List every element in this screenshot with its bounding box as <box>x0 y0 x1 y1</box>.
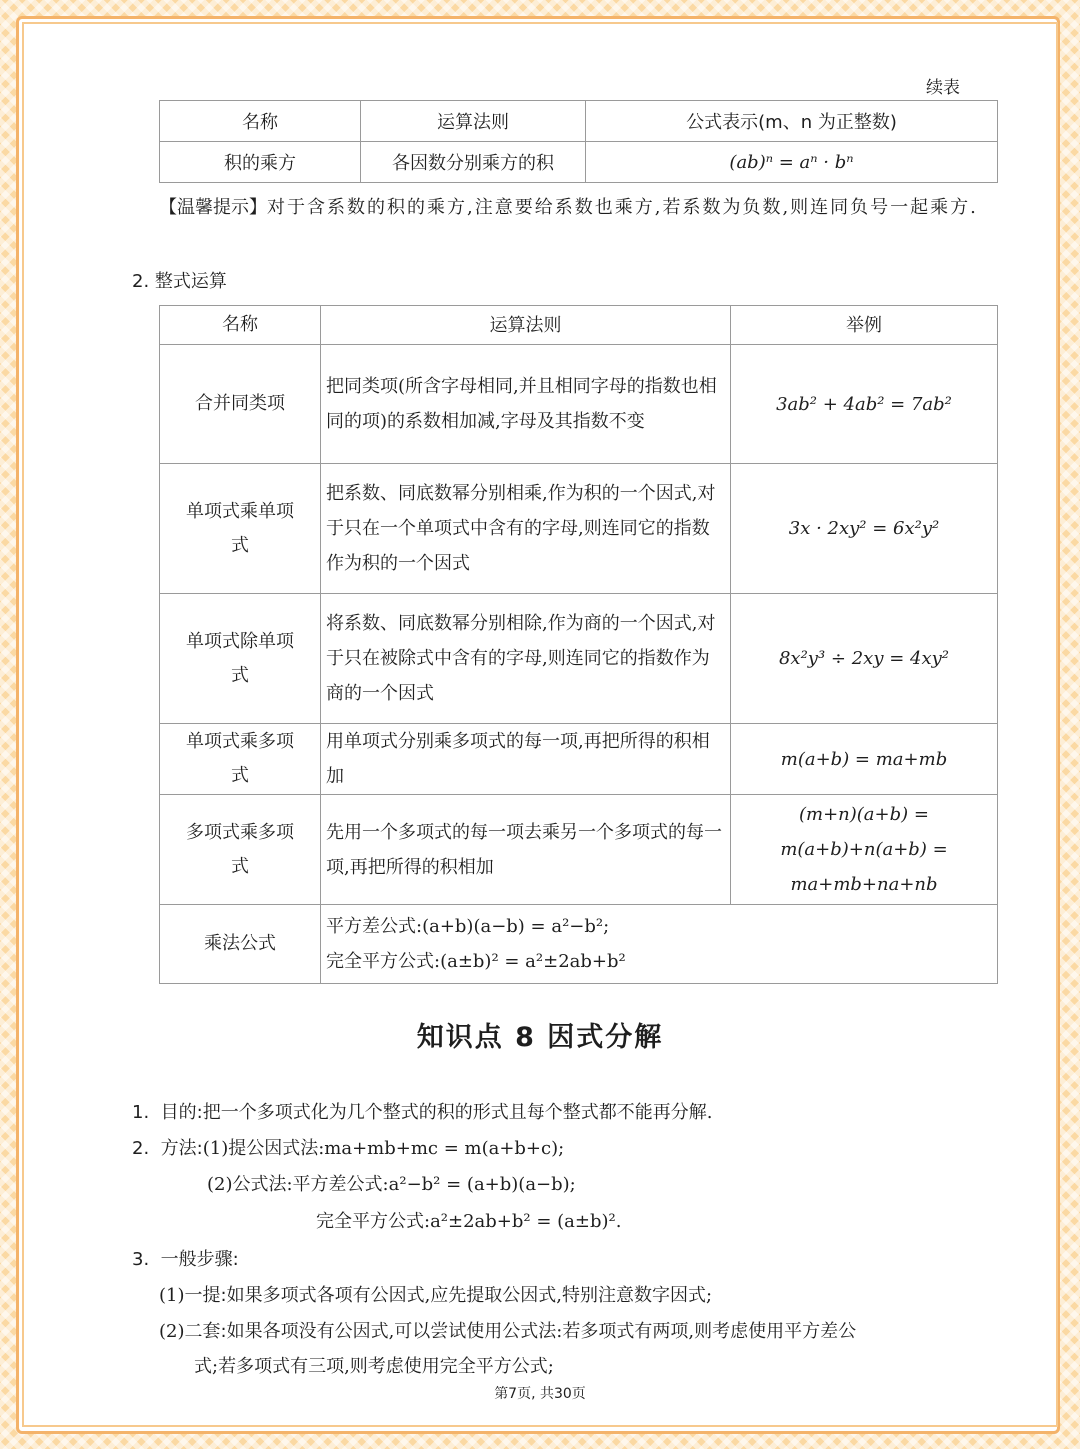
item-label: 一般步骤: <box>160 1249 239 1270</box>
tip-label: 【温馨提示】 <box>159 197 267 218</box>
example-line: (m+n)(a+b) = <box>799 804 929 825</box>
item-label: 目的: <box>160 1102 203 1123</box>
table-header-row <box>160 101 998 142</box>
row-example: m(a+b) = ma+mb <box>731 724 998 795</box>
table-row <box>160 795 998 905</box>
polynomial-operations-table <box>159 305 998 984</box>
header-formula: 公式表示(m、n 为正整数) <box>586 101 998 142</box>
page-footer: 第7页, 共30页 <box>494 1386 586 1402</box>
item-steps <box>132 1245 239 1271</box>
table-header-row <box>160 306 998 345</box>
table-row <box>160 905 998 984</box>
row-name: 多项式乘多项式 <box>160 795 321 905</box>
step-2-continuation: 式;若多项式有三项,则考虑使用完全平方公式; <box>194 1356 554 1377</box>
tip-paragraph <box>159 190 1001 225</box>
row-name: 合并同类项 <box>160 345 321 464</box>
row-example: 3x · 2xy² = 6x²y² <box>731 464 998 594</box>
item-number: 1. <box>132 1102 150 1123</box>
table-row <box>160 142 998 183</box>
method-formula-line: (2)公式法:平方差公式:a²−b² = (a+b)(a−b); <box>207 1174 576 1195</box>
row-example: 8x²y³ ÷ 2xy = 4xy² <box>731 594 998 724</box>
table-row <box>160 594 998 724</box>
row-example <box>731 795 998 905</box>
power-of-product-table <box>159 100 998 183</box>
row-name: 单项式乘单项式 <box>160 464 321 594</box>
row-rule: 将系数、同底数幂分别相除,作为商的一个因式,对于只在被除式中含有的字母,则连同它的指数作为商的一个因式 <box>321 594 731 724</box>
step-1 <box>159 1281 712 1307</box>
row-name: 积的乘方 <box>160 142 361 183</box>
row-rule: 用单项式分别乘多项式的每一项,再把所得的积相加 <box>321 724 731 795</box>
table-row <box>160 345 998 464</box>
formula-line: 平方差公式:(a+b)(a−b) = a²−b²; <box>326 916 610 937</box>
header-example: 举例 <box>731 306 998 345</box>
row-rule: 把系数、同底数幂分别相乘,作为积的一个因式,对于只在一个单项式中含有的字母,则连同它的指数作为积的一个因式 <box>321 464 731 594</box>
tip-text: 对于含系数的积的乘方,注意要给系数也乘方,若系数为负数,则连同负号一起乘方. <box>267 197 978 218</box>
step-2 <box>159 1317 856 1343</box>
row-rule: 各因数分别乘方的积 <box>361 142 586 183</box>
row-formula: (ab)ⁿ = aⁿ · bⁿ <box>586 142 998 183</box>
item-number: 3. <box>132 1249 150 1270</box>
row-rule: 先用一个多项式的每一项去乘另一个多项式的每一项,再把所得的积相加 <box>321 795 731 905</box>
step-text: 如果多项式各项有公因式,应先提取公因式,特别注意数字因式; <box>226 1285 713 1306</box>
example-line: m(a+b)+n(a+b) = <box>780 839 948 860</box>
step-number: (2) <box>159 1321 185 1342</box>
step-text: 如果各项没有公因式,可以尝试使用公式法:若多项式有两项,则考虑使用平方差公 <box>226 1321 857 1342</box>
step-number: (1) <box>159 1285 185 1306</box>
item-text: (1)提公因式法:ma+mb+mc = m(a+b+c); <box>202 1138 565 1159</box>
step-label: 二套: <box>184 1321 227 1342</box>
row-formulas <box>321 905 998 984</box>
item-label: 方法: <box>160 1138 203 1159</box>
table-row <box>160 724 998 795</box>
knowledge-point-title: 知识点 8 因式分解 <box>416 1022 664 1053</box>
row-example: 3ab² + 4ab² = 7ab² <box>731 345 998 464</box>
item-text: 把一个多项式化为几个整式的积的形式且每个整式都不能再分解. <box>202 1102 713 1123</box>
item-number: 2. <box>132 1138 150 1159</box>
row-name: 乘法公式 <box>160 905 321 984</box>
step-label: 一提: <box>184 1285 227 1306</box>
header-name: 名称 <box>160 101 361 142</box>
method-formula-line: 完全平方公式:a²±2ab+b² = (a±b)². <box>316 1211 622 1232</box>
item-method <box>132 1134 564 1160</box>
table-row <box>160 464 998 594</box>
continued-label: 续表 <box>926 78 960 98</box>
row-name: 单项式除单项式 <box>160 594 321 724</box>
section-heading: 2. 整式运算 <box>132 271 227 292</box>
item-purpose <box>132 1098 712 1124</box>
header-rule: 运算法则 <box>321 306 731 345</box>
header-name: 名称 <box>160 306 321 345</box>
example-line: ma+mb+na+nb <box>790 874 938 895</box>
header-rule: 运算法则 <box>361 101 586 142</box>
row-name: 单项式乘多项式 <box>160 724 321 795</box>
formula-line: 完全平方公式:(a±b)² = a²±2ab+b² <box>326 951 626 972</box>
row-rule: 把同类项(所含字母相同,并且相同字母的指数也相同的项)的系数相加减,字母及其指数不变 <box>321 345 731 464</box>
